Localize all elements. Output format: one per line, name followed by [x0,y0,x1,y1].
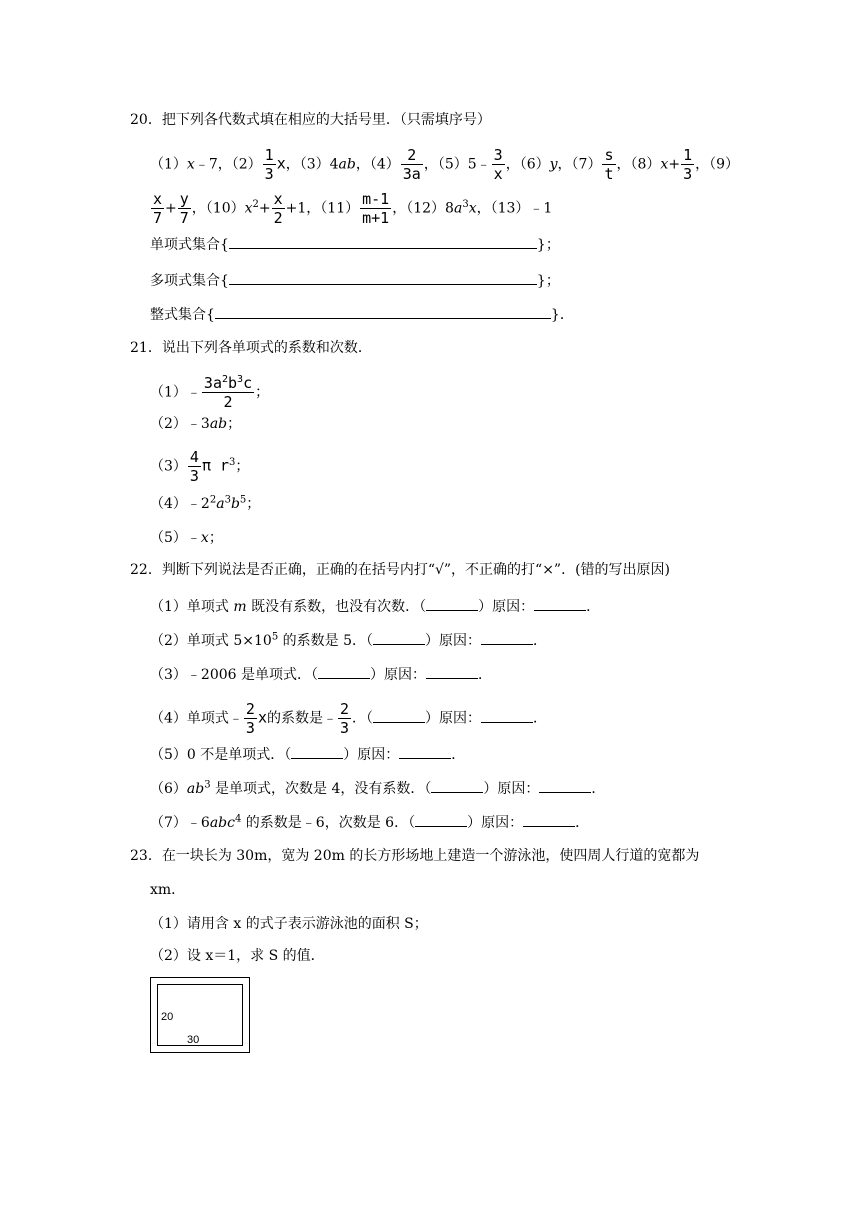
q22-item-7: （7）﹣6abc$^4$ 的系数是﹣6，次数是 6．（ ）原因： ． [150,813,590,831]
q22-title: 22．判断下列说法是否正确，正确的在括号内打“√”，不正确的打“×”．(错的写出原因) [130,562,671,578]
poly-set-label: 多项式集合{ [150,273,229,289]
q22-answer-2[interactable] [373,630,425,645]
q21-item-4: $(4)﹣2^2a^3b^5$； [150,494,261,512]
int-set-label: 整式集合{ [150,307,215,323]
q20-poly-set [150,270,560,291]
q23-title: 23．在一块长为 30m，宽为 20m 的长方形场地上建造一个游泳池，使四周人行道的宽都为 [130,848,700,864]
q22-reason-3[interactable] [426,664,478,679]
q20-expr-line1: （1）x﹣7，（2） $\frac{1}{3}$ x，（3）4ab，（4） $\frac{2}{3a}$ ，（5）5﹣ $\frac{3}{x}$ ，（6）y，（7） $\frac{s}{t}$ ，（8）x+ $\frac{1}{3}$ ，（9） [150,146,740,183]
q22-answer-5[interactable] [291,744,343,759]
q21-title: 21．说出下列各单项式的系数和次数． [130,340,372,356]
q21-item-3: （3） $\frac{4}{3}$ π $r^3$； [150,448,250,485]
q22-reason-7[interactable] [523,812,575,827]
q22-answer-1[interactable] [426,596,478,611]
poly-set-blank[interactable] [229,270,537,285]
q21-item-2: （2）﹣3ab； [150,416,242,432]
q22-answer-4[interactable] [373,708,425,723]
q23-part-2: （2）设 x＝1，求 S 的值． [150,948,325,964]
q22-answer-6[interactable] [431,778,483,793]
q23-part-1: （1）请用含 x 的式子表示游泳池的面积 S； [150,916,428,932]
q22-item-2: （2）单项式 $5\times 10^5$ 的系数是 5．（ ）原因： ． [150,631,547,649]
q20-single-set [150,234,560,255]
q22-item-1: （1）单项式 m 既没有系数，也没有次数．（ ）原因： ． [150,596,600,617]
q20-title: 20．把下列各代数式填在相应的大括号里．（只需填序号） [130,112,491,128]
int-set-blank[interactable] [215,304,551,319]
q22-item-4: （4）单项式﹣ $\frac{2}{3}$ x的系数是﹣ $\frac{2}{3}$ ．（ ）原因： ． [150,700,548,737]
pool-diagram [150,977,250,1053]
pool-length-label: 30 [187,1034,200,1046]
int-set-end: }． [550,307,574,323]
pool-width-label: 20 [161,1011,174,1023]
poly-set-end: }； [536,273,560,289]
q22-answer-7[interactable] [415,812,467,827]
single-set-label: 单项式集合{ [150,237,229,253]
q22-item-3: （3）﹣2006 是单项式．（ ）原因： ． [150,664,492,685]
q22-reason-5[interactable] [399,744,451,759]
q22-answer-3[interactable] [318,664,370,679]
q22-item-5: （5）0 不是单项式．（ ）原因： ． [150,744,465,765]
q22-reason-4[interactable] [481,708,533,723]
q21-item-5: （5）﹣x； [150,530,223,546]
q21-item-1: （1）﹣ $\frac{3a^2b^3c}{2}$ ； [150,374,270,411]
q22-reason-6[interactable] [539,778,591,793]
q22-reason-2[interactable] [481,630,533,645]
q22-reason-1[interactable] [534,596,586,611]
q23-title-cont: xm． [150,882,186,898]
single-set-end: }； [536,237,560,253]
single-set-blank[interactable] [229,234,537,249]
q20-expr-line2: $\frac{x}{7}$ + $\frac{y}{7}$ ，$(10)x^2+$ $\frac{x}{2}$ +1，（11） $\frac{m-1}{m+1}$ ，$(12)8a^3x$，（13）﹣1 [153,190,553,227]
q22-item-6: $(6)ab^3$ 是单项式，次数是 4，没有系数．（ ）原因： ． [150,779,606,797]
q20-int-set [150,304,574,325]
